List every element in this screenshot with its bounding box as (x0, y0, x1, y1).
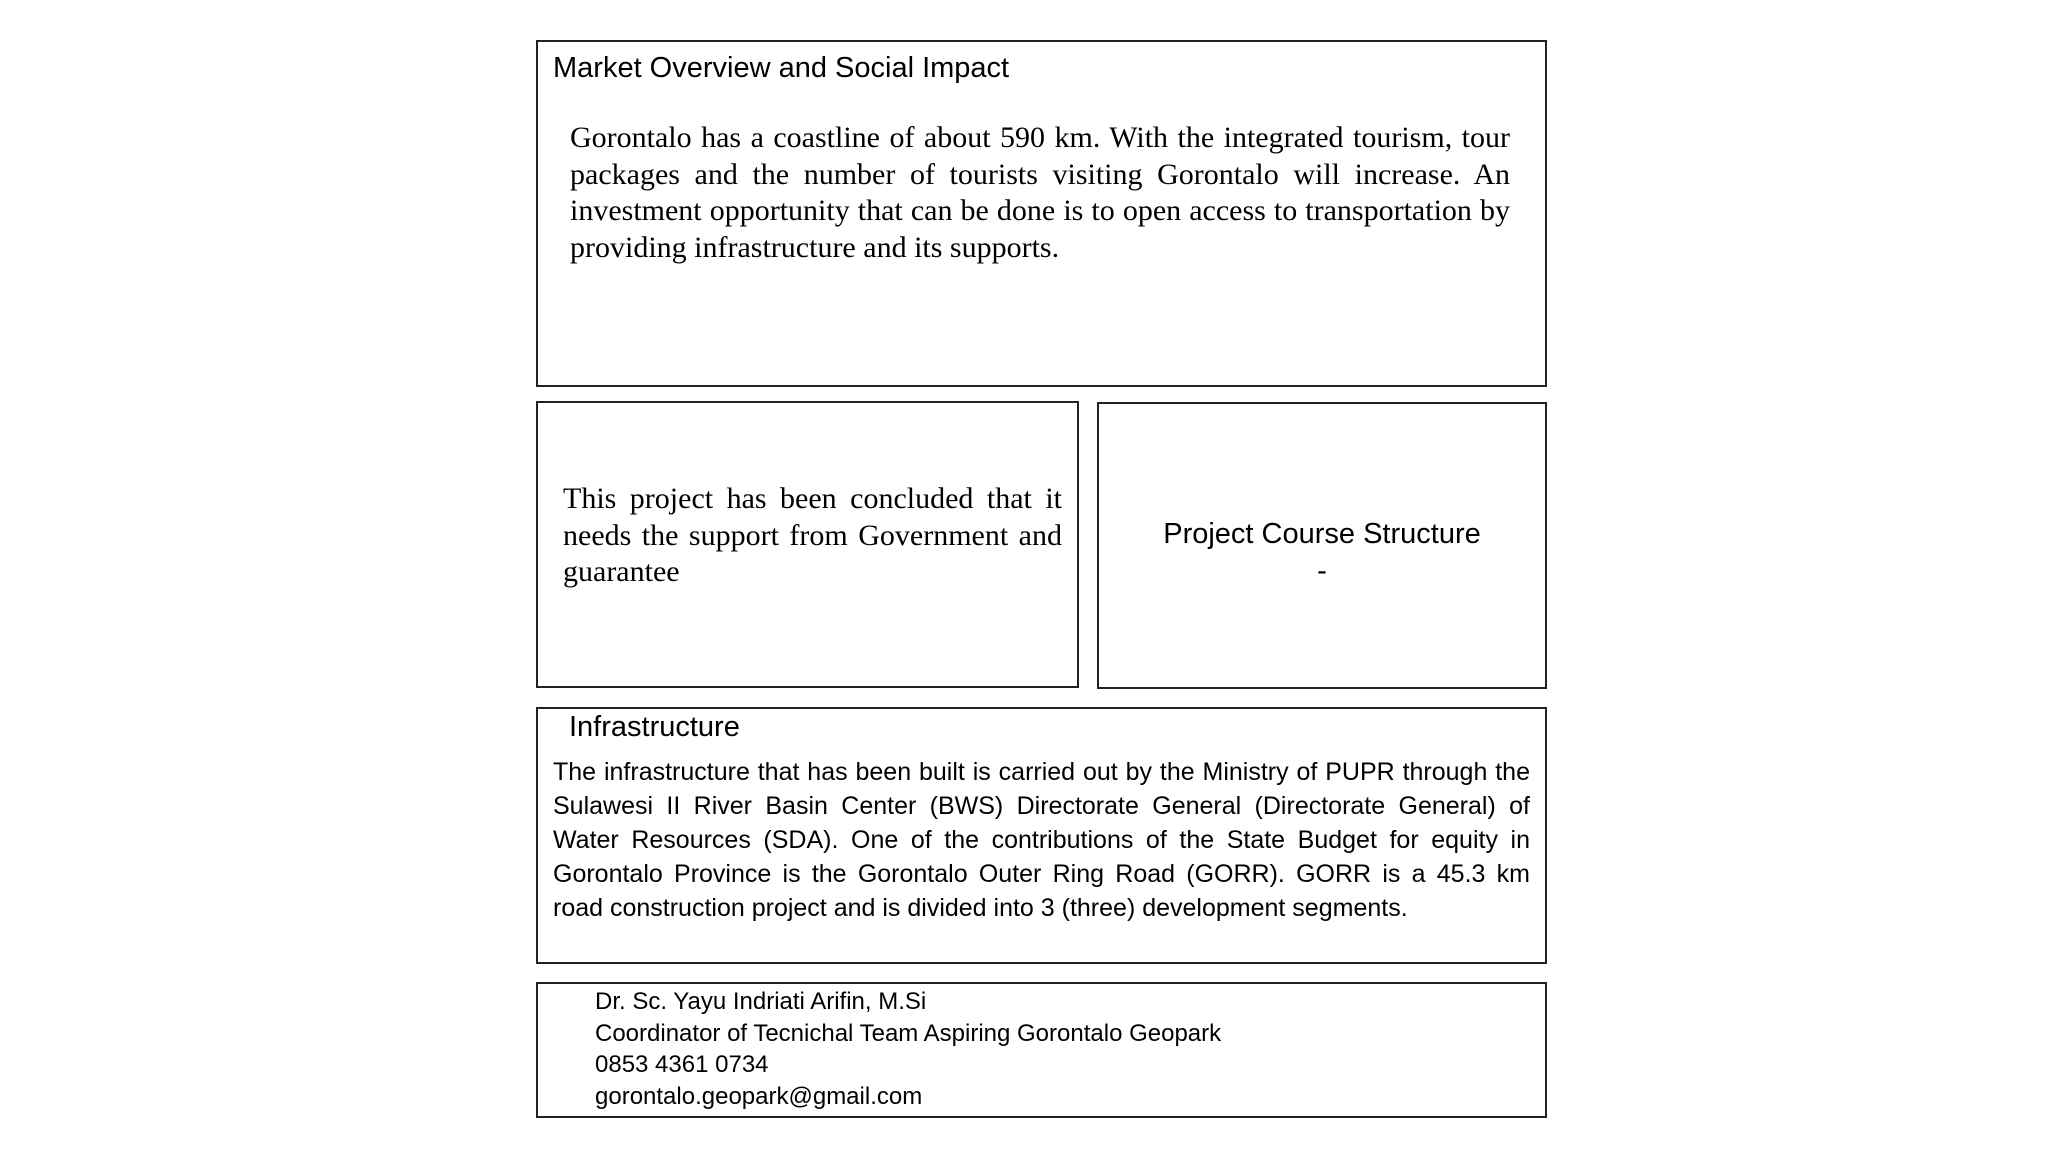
market-overview-text: Gorontalo has a coastline of about 590 km. With the integrated tourism, tour packages and the number of tourists visiting Gorontalo will increase. An investment opportunity that can be done is to open access to transportation by providing infrastructure and its supports. (570, 121, 1510, 264)
contact-role: Coordinator of Tecnichal Team Aspiring Gorontalo Geopark (595, 1019, 1222, 1047)
contact-panel (536, 982, 1547, 1118)
contact-name: Dr. Sc. Yayu Indriati Arifin, M.Si (595, 988, 927, 1015)
contact-phone: 0853 4361 0734 (595, 1051, 769, 1078)
infrastructure-text: The infrastructure that has been built is carried out by the Ministry of PUPR through the Sulawesi II River Basin Center (BWS) Directorate General (Directorate General) of Water Resources (SDA). One of the contributions of the State Budget for equity in Gorontalo Province is the Gorontalo Outer Ring Road (GORR). GORR is a 45.3 km road construction project and is divided into 3 (three) development segments. (553, 758, 1530, 922)
conclusion-text: This project has been concluded that it needs the support from Government and guarantee (563, 482, 1062, 588)
contact-email: gorontalo.geopark@gmail.com (595, 1082, 923, 1110)
project-course-value: - (1317, 555, 1327, 587)
project-course-panel (1097, 402, 1547, 689)
infrastructure-panel (536, 707, 1547, 964)
market-overview-panel (536, 40, 1547, 387)
market-overview-heading: Market Overview and Social Impact (553, 52, 1010, 84)
conclusion-panel (536, 401, 1079, 688)
infrastructure-heading: Infrastructure (569, 711, 740, 743)
project-course-title: Project Course Structure (1163, 518, 1481, 550)
